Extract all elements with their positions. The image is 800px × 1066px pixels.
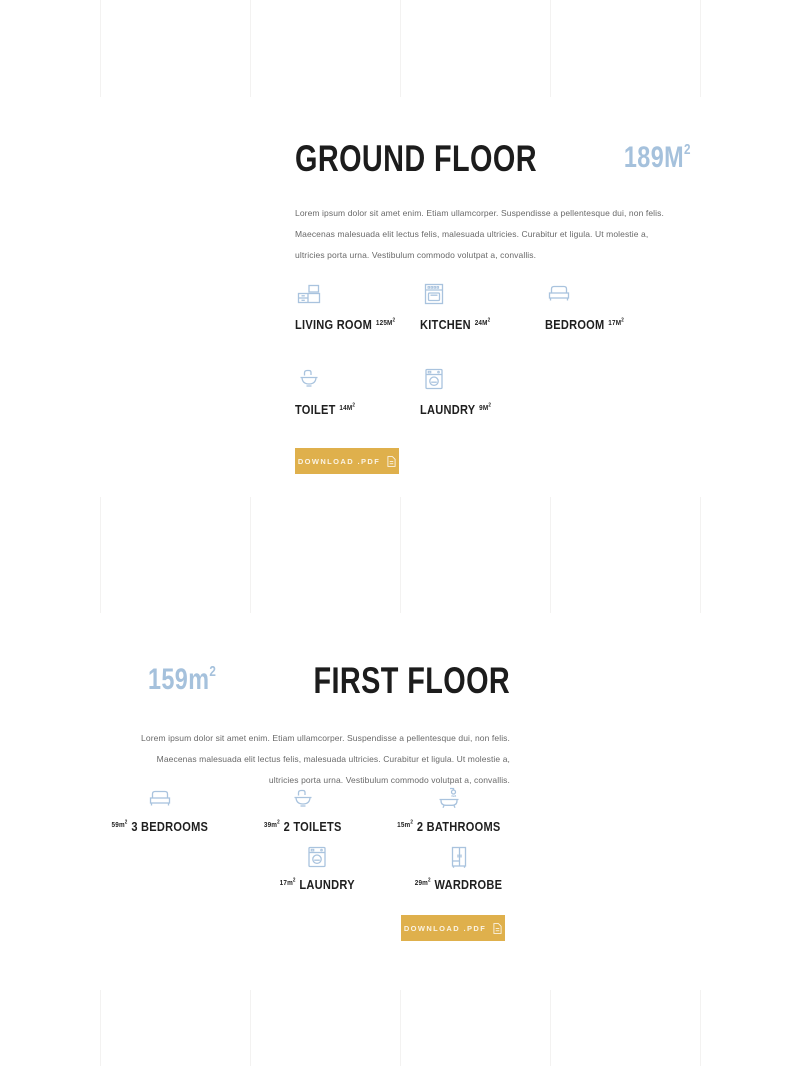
- room-label: [420, 401, 491, 419]
- download-pdf-label: DOWNLOAD .PDF: [297, 456, 381, 466]
- room-name: 3 BEDROOMS: [131, 819, 209, 834]
- room-name: 2 TOILETS: [283, 819, 342, 834]
- section-title: FIRST FLOOR: [313, 660, 510, 701]
- room-laundry: [273, 844, 361, 894]
- room-name: LAUNDRY: [299, 877, 355, 892]
- toilet-icon: [296, 366, 322, 392]
- room-name: LAUNDRY: [420, 402, 476, 417]
- download-pdf-button[interactable]: [401, 915, 505, 941]
- section-description: [140, 728, 510, 791]
- room-bathrooms: [388, 786, 510, 836]
- room-label: [420, 316, 490, 334]
- section-title: GROUND FLOOR: [295, 138, 537, 179]
- room-label: [397, 818, 500, 836]
- room-name: BEDROOM: [545, 317, 605, 332]
- description-line: ultricies porta urna. Vestibulum commodo volutpat a, convallis.: [268, 775, 510, 785]
- wardrobe-icon: [446, 844, 472, 870]
- living-room-icon: [296, 281, 322, 307]
- room-toilet: [295, 366, 420, 419]
- room-label: [295, 401, 355, 419]
- kitchen-icon: [421, 281, 447, 307]
- download-pdf-label: DOWNLOAD .PDF: [403, 923, 487, 933]
- toilet-icon: [290, 786, 316, 812]
- area-sup: 2: [209, 663, 217, 680]
- room-area: 59m2: [111, 819, 128, 829]
- bedroom-icon: [546, 281, 572, 307]
- description-line: Maecenas malesuada elit lectus felis, malesuada ultricies. Curabitur et ligula. Ut molestie a,: [156, 754, 510, 764]
- download-pdf-button[interactable]: [295, 448, 399, 474]
- room-area: 14M2: [339, 402, 356, 412]
- room-label: [295, 316, 395, 334]
- room-name: WARDROBE: [434, 877, 503, 892]
- room-name: KITCHEN: [420, 317, 471, 332]
- section-area: [624, 143, 691, 173]
- area-value: 189M: [624, 141, 685, 174]
- room-area: 9M2: [479, 402, 492, 412]
- room-wardrobe: [407, 844, 510, 894]
- rooms-list: [0, 786, 510, 894]
- description-line: Lorem ipsum dolor sit amet enim. Etiam ullamcorper. Suspendisse a pellentesque dui, non felis.: [141, 733, 510, 743]
- room-label: [112, 818, 209, 836]
- area-value: 159m: [148, 663, 210, 696]
- room-bedroom: [545, 281, 670, 334]
- room-area: 125M2: [375, 317, 396, 327]
- room-name: LIVING ROOM: [295, 317, 373, 332]
- room-name: TOILET: [295, 402, 336, 417]
- room-living-room: [295, 281, 420, 334]
- section-area: [148, 665, 216, 695]
- room-label: [545, 316, 624, 334]
- pdf-file-icon: [493, 923, 502, 934]
- room-bedrooms: [103, 786, 217, 836]
- description-line: Lorem ipsum dolor sit amet enim. Etiam ullamcorper. Suspendisse a pellentesque dui, non felis.: [295, 208, 664, 218]
- first-floor-section: [0, 613, 800, 990]
- room-area: 24M2: [474, 317, 491, 327]
- room-label: [264, 818, 342, 836]
- room-area: 17M2: [608, 317, 624, 327]
- description-line: ultricies porta urna. Vestibulum commodo volutpat a, convallis.: [295, 250, 537, 260]
- room-area: 29m2: [414, 877, 431, 887]
- area-sup: 2: [684, 141, 692, 158]
- rooms-list: [295, 281, 670, 419]
- room-area: 15m2: [397, 819, 414, 829]
- laundry-icon: [304, 844, 330, 870]
- pdf-file-icon: [387, 456, 396, 467]
- room-laundry: [420, 366, 545, 419]
- section-description: [295, 203, 667, 266]
- room-kitchen: [420, 281, 545, 334]
- room-label: [279, 876, 354, 894]
- bathroom-icon: [436, 786, 462, 812]
- room-toilets: [257, 786, 348, 836]
- laundry-icon: [421, 366, 447, 392]
- room-area: 39m2: [263, 819, 280, 829]
- bedroom-icon: [147, 786, 173, 812]
- room-label: [415, 876, 503, 894]
- room-area: 17m2: [279, 877, 296, 887]
- first-floor-header: [148, 662, 510, 699]
- ground-floor-section: [0, 97, 800, 497]
- description-line: Maecenas malesuada elit lectus felis, malesuada ultricies. Curabitur et ligula. Ut molestie a,: [295, 229, 649, 239]
- ground-floor-header: [295, 138, 692, 179]
- room-name: 2 BATHROOMS: [417, 819, 501, 834]
